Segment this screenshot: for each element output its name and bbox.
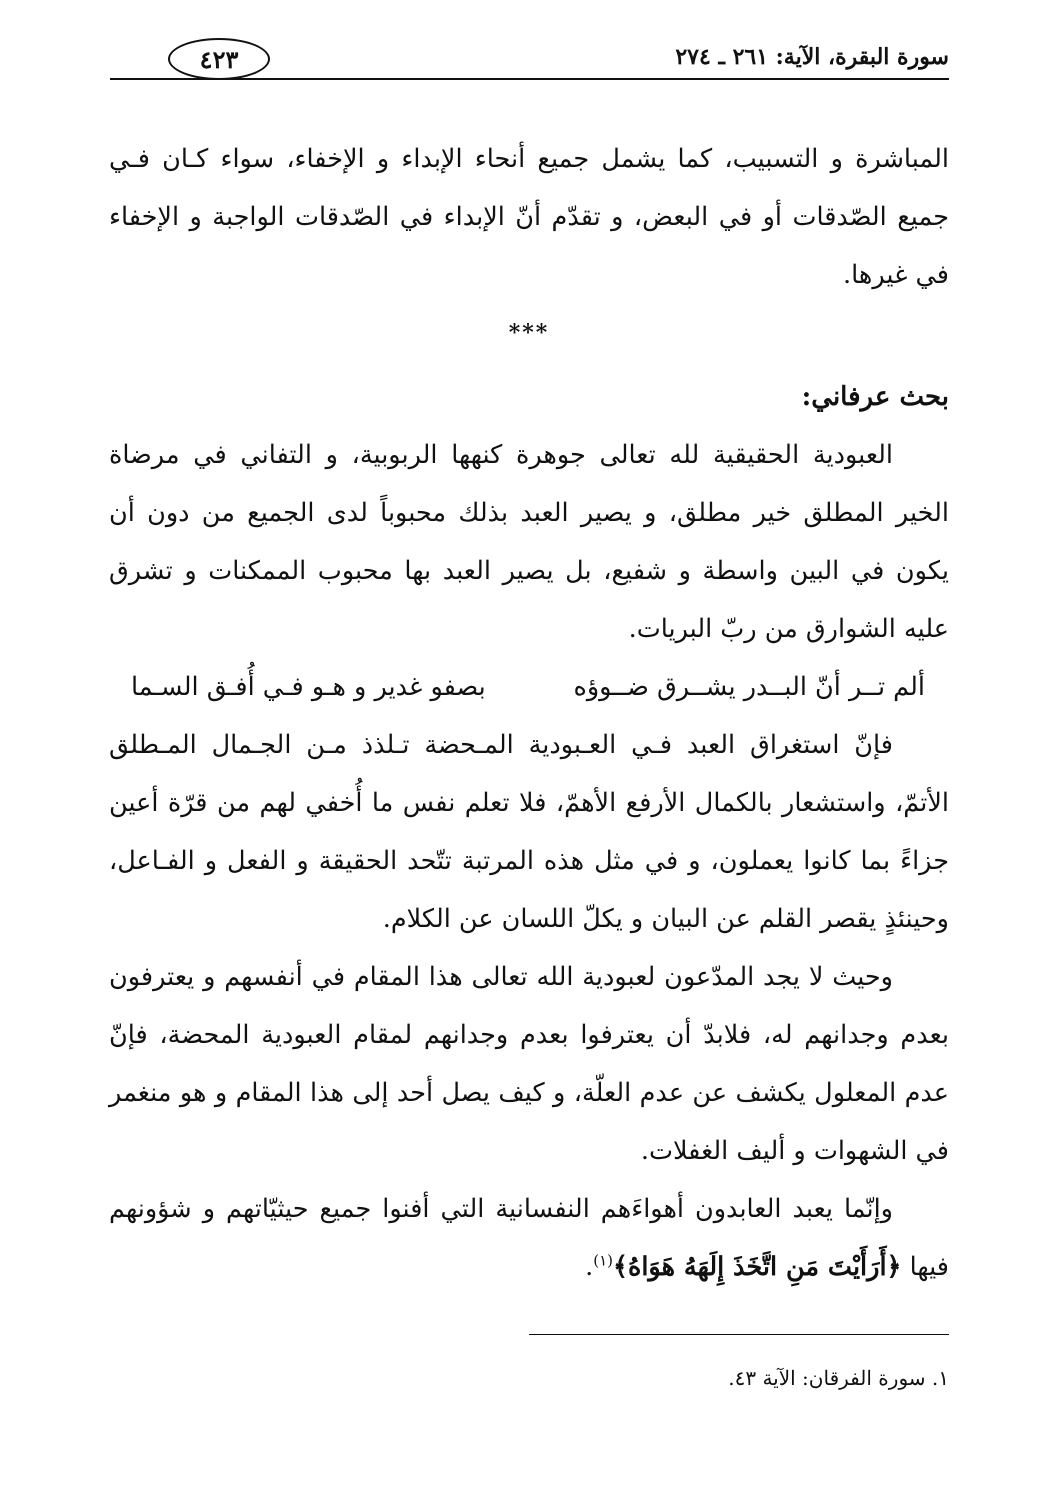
page-number-badge	[168, 38, 270, 80]
paragraph: العبودية الحقيقية لله تعالى جوهرة كنهها الربوبية، و التفاني في مرضاة الخير المطلق خير مطلق، و يصير العبد بذلك محبوباً لدى الجميع من دون أن يكون في البين واسطة و شفيع، بل يصير العبد بها محبوب الممكنات و تشرق عليه الشوارق من ربّ البريات.	[109, 440, 949, 644]
footnote-marker: (١)	[593, 1251, 614, 1270]
paragraph: وحيث لا يجد المدّعون لعبودية الله تعالى هذا المقام في أنفسهم و يعترفون بعدم وجدانهم له، فلابدّ أن يعترفوا بعدم وجدانهم لمقام العبودية المحضة، فإنّ عدم المعلول يكشف عن عدم العلّة، و كيف يصل أحد إلى هذا المقام و هو منغمر في الشهوات و أليف الغفلات.	[109, 962, 949, 1166]
footnote: ١. سورة الفرقان: الآية ٤٣.	[728, 1366, 949, 1390]
header-rule	[110, 78, 949, 80]
page-header	[110, 36, 949, 80]
paragraph-end: .	[585, 1252, 594, 1282]
paragraph	[109, 1180, 949, 1296]
running-title: سورة البقرة، الآية: ٢٦١ ـ ٢٧٤	[675, 44, 949, 70]
footnote-rule	[529, 1334, 949, 1335]
main-text	[109, 130, 949, 1296]
section-separator: ***	[508, 320, 550, 346]
verse-first-hemistich: ألم تــر أنّ البــدر يشــرق ضــوؤه	[573, 672, 925, 702]
verse-second-hemistich: بصفو غدير و هـو فـي أُفـق السـما	[131, 672, 486, 702]
section-heading: بحث عرفاني:	[801, 382, 949, 412]
page-number: ٤٢٣	[199, 44, 239, 74]
quran-quote: ﴿أَرَأَيْتَ مَنِ اتَّخَذَ إِلَهَهُ هَوَاهُ﴾	[613, 1252, 902, 1282]
poetry-verse	[131, 658, 925, 716]
paragraph-text: وإنّما يعبد العابدون أهواءَهم النفسانية التي أفنوا جميع حيثيّاتهم و شؤونهم فيها	[109, 1194, 949, 1282]
paragraph: فإنّ استغراق العبد فـي العـبودية المـحضة تـلذذ مـن الجـمال المـطلق الأتمّ، واستشعار بالكمال الأرفع الأهمّ، فلا تعلم نفس ما أُخفي لهم من قرّة أعين جزاءً بما كانوا يعملون، و في مثل هذه المرتبة تتّحد الحقيقة و الفعل و الفـاعل، وحينئذٍ يقصر القلم عن البيان و يكلّ اللسان عن الكلام.	[109, 730, 950, 934]
paragraph: المباشرة و التسبيب، كما يشمل جميع أنحاء الإبداء و الإخفاء، سواء كـان فـي جميع الصّدقات أو في البعض، و تقدّم أنّ الإبداء في الصّدقات الواجبة و الإخفاء في غيرها.	[109, 144, 949, 290]
